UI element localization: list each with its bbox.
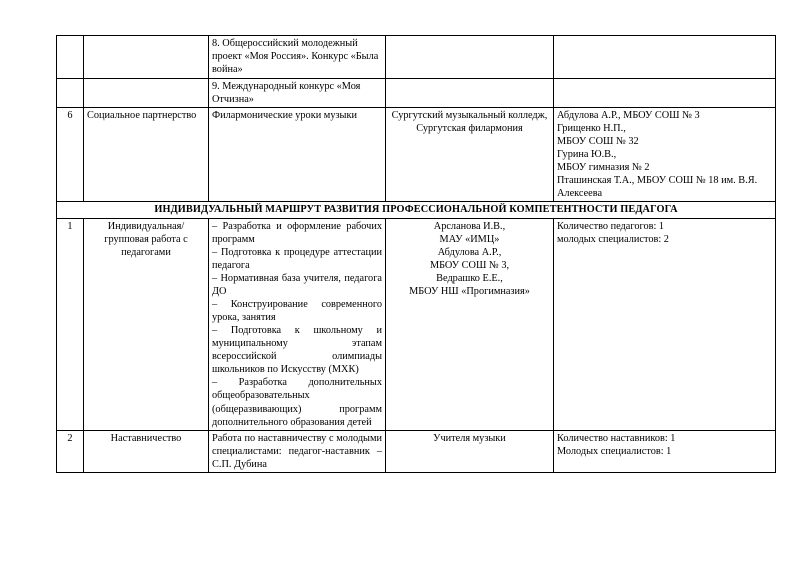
cell-direction: Социальное партнерство — [84, 107, 209, 201]
cell-result: Количество педагогов: 1 молодых специалистов: 2 — [554, 218, 776, 430]
cell-result: Абдулова А.Р., МБОУ СОШ № 3 Грищенко Н.П., МБОУ СОШ № 32 Гурина Ю.В., МБОУ гимназия № 2 Пташинская Т.А., МБОУ СОШ № 18 им. В.Я. Алексеева — [554, 107, 776, 201]
cell-number: 1 — [57, 218, 84, 430]
cell-result — [554, 36, 776, 79]
content-item: – Нормативная база учителя, педагога ДО — [212, 272, 382, 297]
cell-direction: Индивидуальная/ групповая работа с педагогами — [84, 218, 209, 430]
activity-plan-table — [56, 35, 776, 473]
cell-direction — [84, 78, 209, 107]
cell-result — [554, 78, 776, 107]
table-row — [57, 218, 776, 430]
cell-partners: Учителя музыки — [386, 430, 554, 472]
content-item: – Подготовка к процедуре аттестации педагога — [212, 246, 382, 271]
cell-content: 9. Международный конкурс «Моя Отчизна» — [209, 78, 386, 107]
cell-number — [57, 36, 84, 79]
cell-number: 2 — [57, 430, 84, 472]
cell-content: 8. Общероссийский молодежный проект «Моя Россия». Конкурс «Была война» — [209, 36, 386, 79]
cell-result: Количество наставников: 1 Молодых специалистов: 1 — [554, 430, 776, 472]
cell-number — [57, 78, 84, 107]
content-item: – Конструирование современного урока, занятия — [212, 299, 382, 324]
cell-direction — [84, 36, 209, 79]
content-item: Работа по наставничеству с молодыми специалистами: педагог-наставник – С.П. Дубина — [212, 432, 382, 470]
cell-partners — [386, 36, 554, 79]
cell-content — [209, 430, 386, 472]
cell-direction: Наставничество — [84, 430, 209, 472]
table-row — [57, 430, 776, 472]
content-item: – Разработка дополнительных общеобразовательных (общеразвивающих) программ дополнительного образования детей — [212, 377, 382, 428]
cell-partners — [386, 78, 554, 107]
cell-content — [209, 218, 386, 430]
table-row — [57, 78, 776, 107]
section-heading: ИНДИВИДУАЛЬНЫЙ МАРШРУТ РАЗВИТИЯ ПРОФЕССИОНАЛЬНОЙ КОМПЕТЕНТНОСТИ ПЕДАГОГА — [57, 202, 776, 218]
content-item: – Подготовка к школьному и муниципальному этапам всероссийской олимпиады школьников по Искусству (МХК) — [212, 325, 382, 376]
cell-partners: Сургутский музыкальный колледж, Сургутская филармония — [386, 107, 554, 201]
cell-partners: Арсланова И.В., МАУ «ИМЦ» Абдулова А.Р., МБОУ СОШ № 3, Ведрашко Е.Е., МБОУ НШ «Прогимназия» — [386, 218, 554, 430]
section-heading-row — [57, 202, 776, 218]
cell-content: Филармонические уроки музыки — [209, 107, 386, 201]
table-row — [57, 107, 776, 201]
cell-number: 6 — [57, 107, 84, 201]
content-item: – Разработка и оформление рабочих программ — [212, 220, 382, 245]
table-row — [57, 36, 776, 79]
